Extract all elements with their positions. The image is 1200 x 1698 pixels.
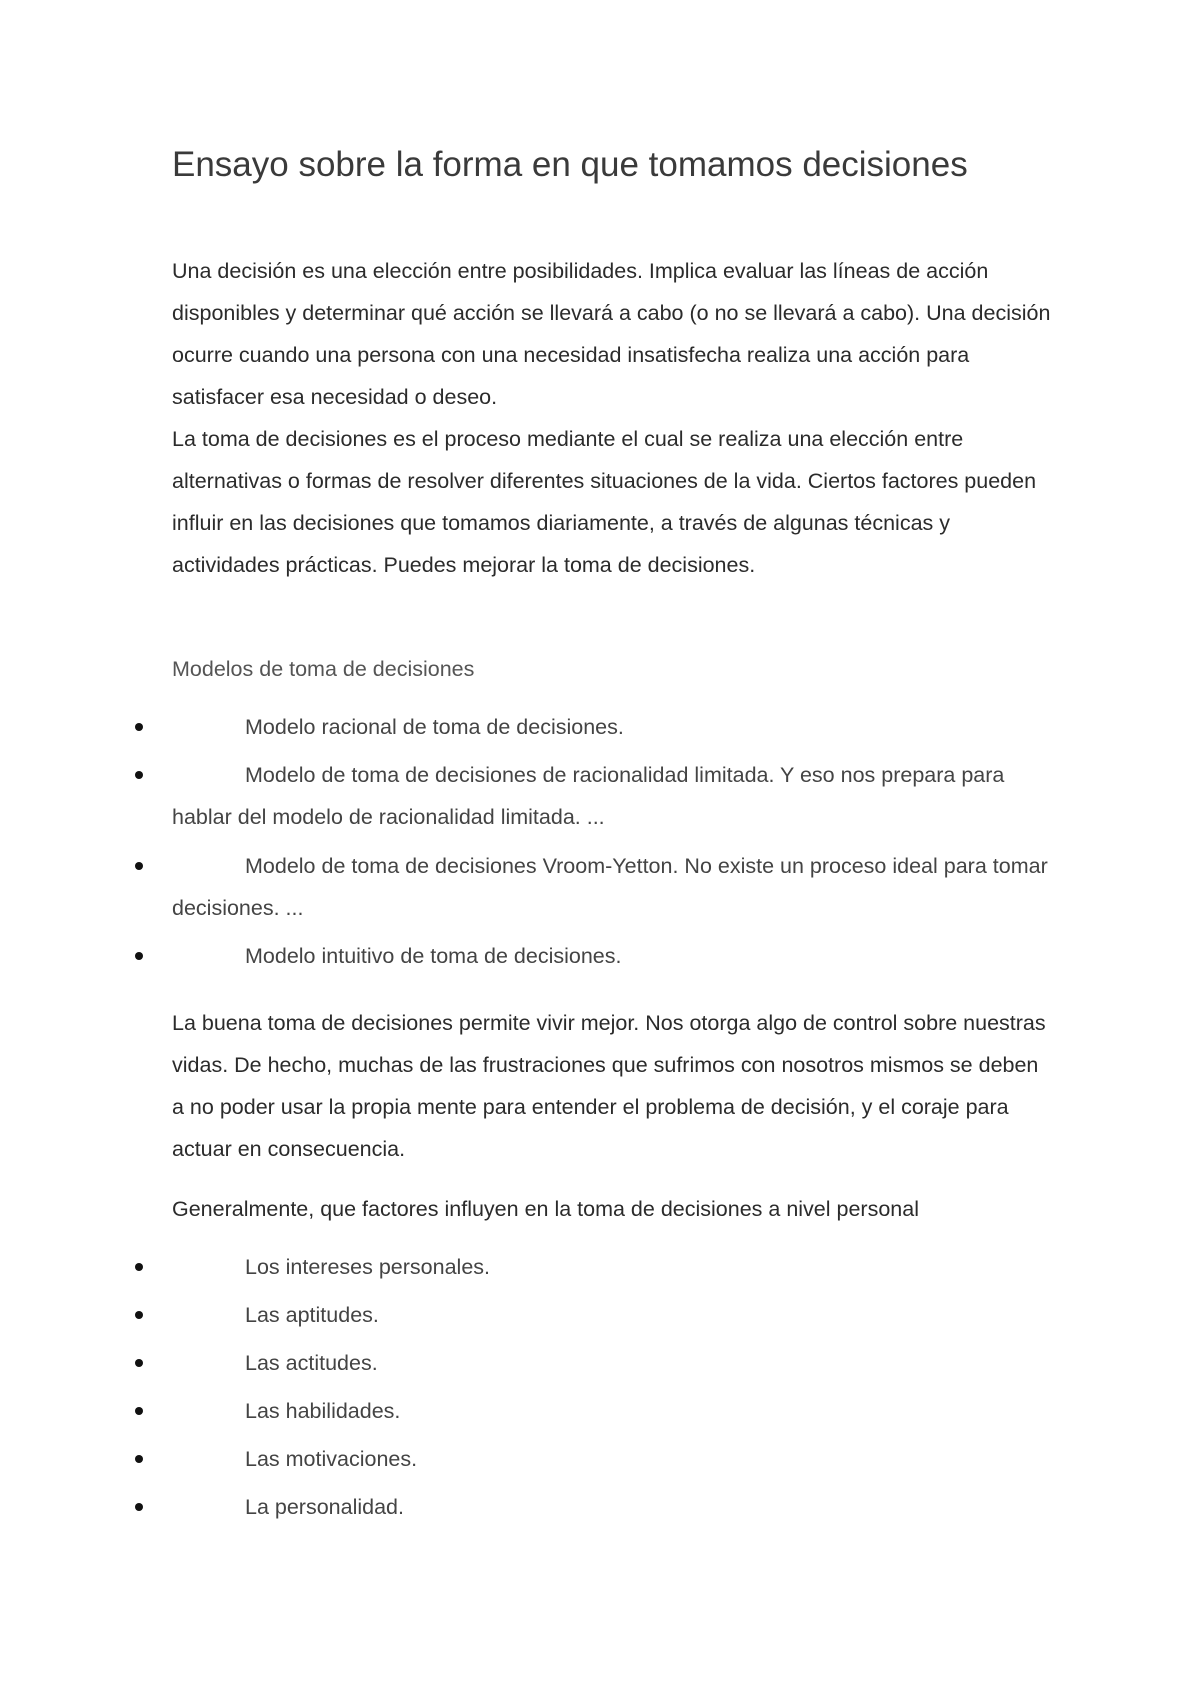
factors-list-item: Las habilidades. <box>245 1399 401 1423</box>
factors-heading: Generalmente, que factores influyen en la toma de decisiones a nivel personal <box>172 1197 919 1221</box>
document-title: Ensayo sobre la forma en que tomamos decisiones <box>172 145 968 184</box>
factors-list-item: Las motivaciones. <box>245 1447 418 1471</box>
factors-list-item: Las actitudes. <box>245 1351 378 1375</box>
models-heading: Modelos de toma de decisiones <box>172 657 475 681</box>
bullet-icon <box>135 1503 143 1511</box>
factors-list-item: Las aptitudes. <box>245 1303 379 1327</box>
bullet-icon <box>135 1455 143 1463</box>
models-list-item: Modelo intuitivo de toma de decisiones. <box>245 944 622 968</box>
bullet-icon <box>135 1263 143 1271</box>
second-paragraph: La toma de decisiones es el proceso mediante el cual se realiza una elección entre alternativas o formas de resolver diferentes situaciones de la vida. Ciertos factores pueden influir en las decisiones que tomamos diariamente, a través de algunas técnicas y actividades prácticas. Puedes mejorar la toma de decisiones. <box>172 427 1037 577</box>
bullet-icon <box>135 952 143 960</box>
conclusion-paragraph: La buena toma de decisiones permite vivir mejor. Nos otorga algo de control sobre nuestras vidas. De hecho, muchas de las frustraciones que sufrimos con nosotros mismos se deben a no poder usar la propia mente para entender el problema de decisión, y el coraje para actuar en consecuencia. <box>172 1011 1046 1161</box>
bullet-icon <box>135 862 143 870</box>
models-list-item: Modelo de toma de decisiones de racionalidad limitada. Y eso nos prepara para hablar del modelo de racionalidad limitada. ... <box>172 763 1005 829</box>
bullet-icon <box>135 723 143 731</box>
bullet-icon <box>135 1407 143 1415</box>
models-list-item: Modelo de toma de decisiones Vroom-Yetton. No existe un proceso ideal para tomar decisiones. ... <box>172 854 1048 920</box>
factors-list-item: Los intereses personales. <box>245 1255 491 1279</box>
bullet-icon <box>135 1311 143 1319</box>
models-list-item: Modelo racional de toma de decisiones. <box>245 715 624 739</box>
bullet-icon <box>135 1359 143 1367</box>
bullet-icon <box>135 771 143 779</box>
factors-list-item: La personalidad. <box>245 1495 404 1519</box>
intro-paragraph: Una decisión es una elección entre posibilidades. Implica evaluar las líneas de acción disponibles y determinar qué acción se llevará a cabo (o no se llevará a cabo). Una decisión ocurre cuando una persona con una necesidad insatisfecha realiza una acción para satisfacer esa necesidad o deseo. <box>172 259 1051 409</box>
